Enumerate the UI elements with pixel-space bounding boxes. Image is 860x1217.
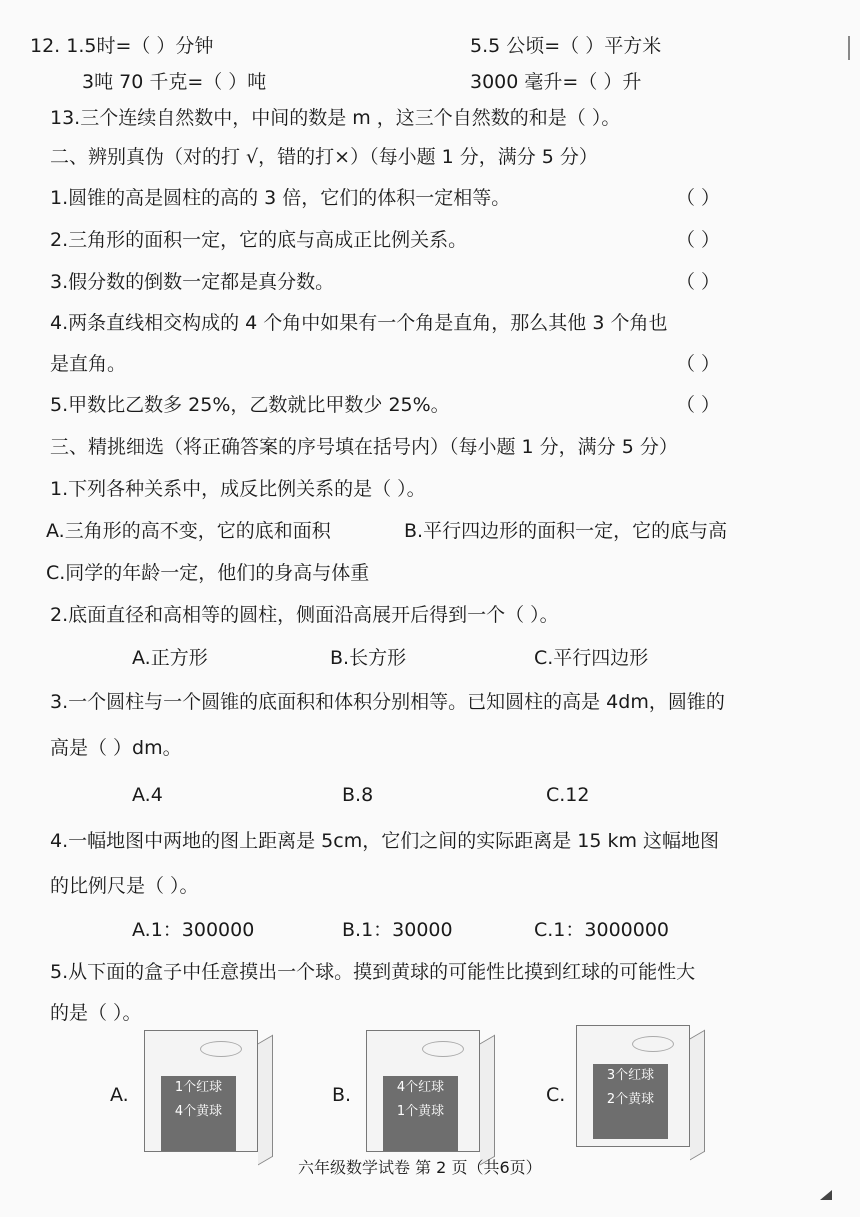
tf-5-paren: （ ） xyxy=(676,394,721,416)
mc-3-b: B.8 xyxy=(342,784,374,806)
mc-2-a: A.正方形 xyxy=(132,647,208,669)
section-3-heading: 三、精挑细选（将正确答案的序号填在括号内）（每小题 1 分，满分 5 分） xyxy=(50,436,678,458)
q13: 13.三个连续自然数中，中间的数是 m ，这三个自然数的和是（ ）。 xyxy=(50,107,621,129)
tf-2: 2.三角形的面积一定，它的底与高成正比例关系。 xyxy=(50,229,468,251)
tf-4a: 4.两条直线相交构成的 4 个角中如果有一个角是直角，那么其他 3 个角也 xyxy=(50,312,668,334)
mc-2-b: B.长方形 xyxy=(330,647,407,669)
mc-3-a: A.4 xyxy=(132,784,163,806)
mc-3b: 高是（ ）dm。 xyxy=(50,737,182,759)
mc-1-a: A.三角形的高不变，它的底和面积 xyxy=(46,520,331,542)
q12-line3: 3吨 70 千克=（ ）吨 xyxy=(82,71,267,93)
mc-4-b: B.1：30000 xyxy=(342,919,453,941)
mc-4-a: A.1：300000 xyxy=(132,919,255,941)
mc-4b: 的比例尺是（ ）。 xyxy=(50,875,199,897)
tf-3-paren: （ ） xyxy=(676,271,721,293)
mc-4a: 4.一幅地图中两地的图上距离是 5cm，它们之间的实际距离是 15 km 这幅地图 xyxy=(50,830,720,852)
mc-3a: 3.一个圆柱与一个圆锥的底面积和体积分别相等。已知圆柱的高是 4dm，圆锥的 xyxy=(50,691,725,713)
box-a xyxy=(144,1030,258,1152)
mc-2: 2.底面直径和高相等的圆柱，侧面沿高展开后得到一个（ ）。 xyxy=(50,604,559,626)
box-c-label: 3个红球 2个黄球 xyxy=(593,1064,668,1139)
box-c xyxy=(576,1025,690,1147)
section-2-heading: 二、辨别真伪（对的打 √，错的打×）（每小题 1 分，满分 5 分） xyxy=(50,146,598,168)
mc-1-b: B.平行四边形的面积一定，它的底与高 xyxy=(404,520,728,542)
tf-3: 3.假分数的倒数一定都是真分数。 xyxy=(50,271,335,293)
mc-2-c: C.平行四边形 xyxy=(534,647,649,669)
scan-mark-top-right xyxy=(834,36,850,60)
mc-5a: 5.从下面的盒子中任意摸出一个球。摸到黄球的可能性比摸到红球的可能性大 xyxy=(50,961,696,983)
scan-mark-bottom-right xyxy=(820,1190,832,1200)
mc-5-b-label: B. xyxy=(332,1084,352,1106)
mc-1: 1.下列各种关系中，成反比例关系的是（ ）。 xyxy=(50,478,426,500)
box-b-label: 4个红球 1个黄球 xyxy=(383,1076,458,1151)
tf-5: 5.甲数比乙数多 25%，乙数就比甲数少 25%。 xyxy=(50,394,450,416)
mc-5-a-label: A. xyxy=(110,1084,129,1106)
mc-3-c: C.12 xyxy=(546,784,590,806)
mc-5b: 的是（ ）。 xyxy=(50,1002,142,1024)
q12-line4: 3000 毫升=（ ）升 xyxy=(470,71,642,93)
mc-1-c: C.同学的年龄一定，他们的身高与体重 xyxy=(46,562,370,584)
tf-4b: 是直角。 xyxy=(50,353,127,375)
q12-line2: 5.5 公顷=（ ）平方米 xyxy=(470,35,662,57)
tf-1: 1.圆锥的高是圆柱的高的 3 倍，它们的体积一定相等。 xyxy=(50,187,511,209)
mc-5-c-label: C. xyxy=(546,1084,566,1106)
tf-4-paren: （ ） xyxy=(676,353,721,375)
box-b xyxy=(366,1030,480,1152)
page-footer: 六年级数学试卷 第 2 页（共6页） xyxy=(298,1158,542,1177)
tf-2-paren: （ ） xyxy=(676,229,721,251)
box-a-label: 1个红球 4个黄球 xyxy=(161,1076,236,1151)
tf-1-paren: （ ） xyxy=(676,187,721,209)
mc-4-c: C.1：3000000 xyxy=(534,919,670,941)
q12-line1: 12. 1.5时=（ ）分钟 xyxy=(30,35,214,57)
